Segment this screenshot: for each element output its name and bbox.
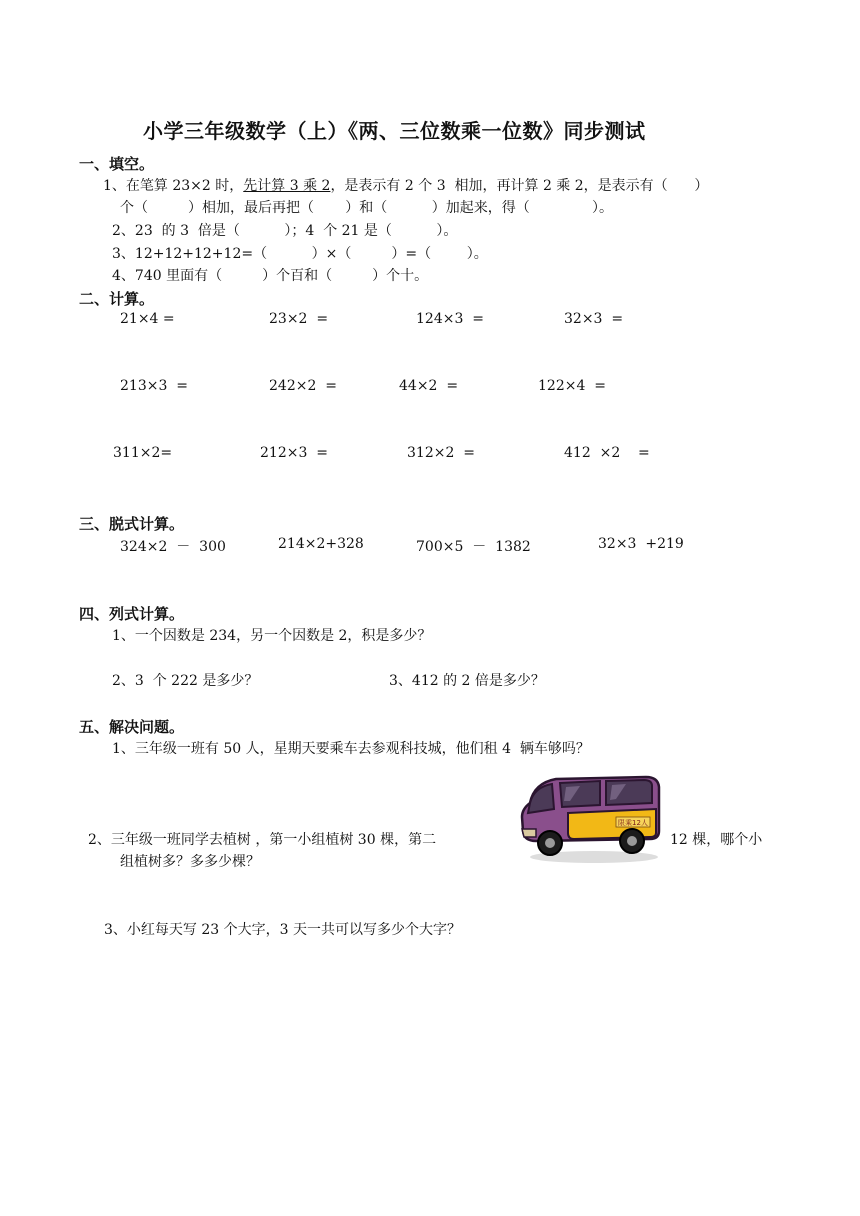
bus-sign-text: 限乘12人 (618, 819, 648, 827)
section-4-q3: 3、412 的 2 倍是多少？ (389, 673, 545, 689)
q1-text-b: ，是表示有 2 个 3 相加，再计算 2 乘 2，是表示有（ ） (330, 178, 709, 194)
section-5-q3: 3、小红每天写 23 个大字，3 天一共可以写多少个大字？ (104, 922, 461, 938)
bus-illustration (516, 773, 666, 865)
q1-underlined-text: 先计算 3 乘 2 (243, 178, 331, 194)
section-1-q1-line1 (103, 175, 708, 195)
section-5-heading: 五、解决问题。 (79, 718, 185, 736)
calc-item: 213×3 = (120, 378, 188, 394)
expression-item: 324×2 － 300 (120, 539, 226, 555)
calc-item: 21×4 = (120, 311, 175, 327)
section-5-q2-line2: 组植树多？多多少棵？ (120, 854, 260, 870)
section-5-q2-line1-left: 2、三年级一班同学去植树 ，第一小组植树 30 棵，第二 (88, 832, 437, 848)
section-3-heading: 三、脱式计算。 (79, 515, 185, 533)
section-4-q2: 2、3 个 222 是多少？ (112, 673, 259, 689)
page-title: 小学三年级数学（上）《两、三位数乘一位数》同步测试 (143, 119, 646, 143)
calc-item: 212×3 = (260, 445, 328, 461)
section-4-heading: 四、列式计算。 (79, 605, 185, 623)
calc-item: 32×3 = (564, 311, 624, 327)
section-2-heading: 二、计算。 (79, 290, 155, 308)
calc-item: 242×2 = (269, 378, 337, 394)
calc-item: 312×2 = (407, 445, 475, 461)
expression-item: 700×5 － 1382 (416, 539, 531, 555)
calc-item: 311×2= (113, 445, 173, 461)
section-1-q1-line2: 个（ ）相加，最后再把（ ）和（ ）加起来，得（ ）。 (120, 200, 614, 216)
section-1-heading: 一、填空。 (79, 155, 155, 173)
calc-item: 23×2 = (269, 311, 329, 327)
calc-item: 122×4 = (538, 378, 606, 394)
expression-item: 214×2+328 (278, 536, 364, 552)
section-1-q2: 2、23 的 3 倍是（ ）；4 个 21 是（ ）。 (112, 223, 458, 239)
section-5-q2-line1-right: 12 棵，哪个小 (670, 832, 763, 848)
expression-item: 32×3 +219 (598, 536, 684, 552)
section-1-q4: 4、740 里面有（ ）个百和（ ）个十。 (112, 268, 429, 284)
calc-item: 44×2 = (399, 378, 459, 394)
calc-item: 124×3 = (416, 311, 484, 327)
section-5-q1: 1、三年级一班有 50 人，星期天要乘车去参观科技城，他们租 4 辆车够吗？ (112, 741, 590, 757)
section-1-q3: 3、12+12+12+12=（ ）×（ ）=（ ）。 (112, 246, 488, 262)
q1-text-a: 1、在笔算 23×2 时， (103, 178, 244, 194)
calc-item: 412 ×2 = (564, 445, 650, 461)
section-4-q1: 1、一个因数是 234，另一个因数是 2，积是多少？ (112, 628, 432, 644)
